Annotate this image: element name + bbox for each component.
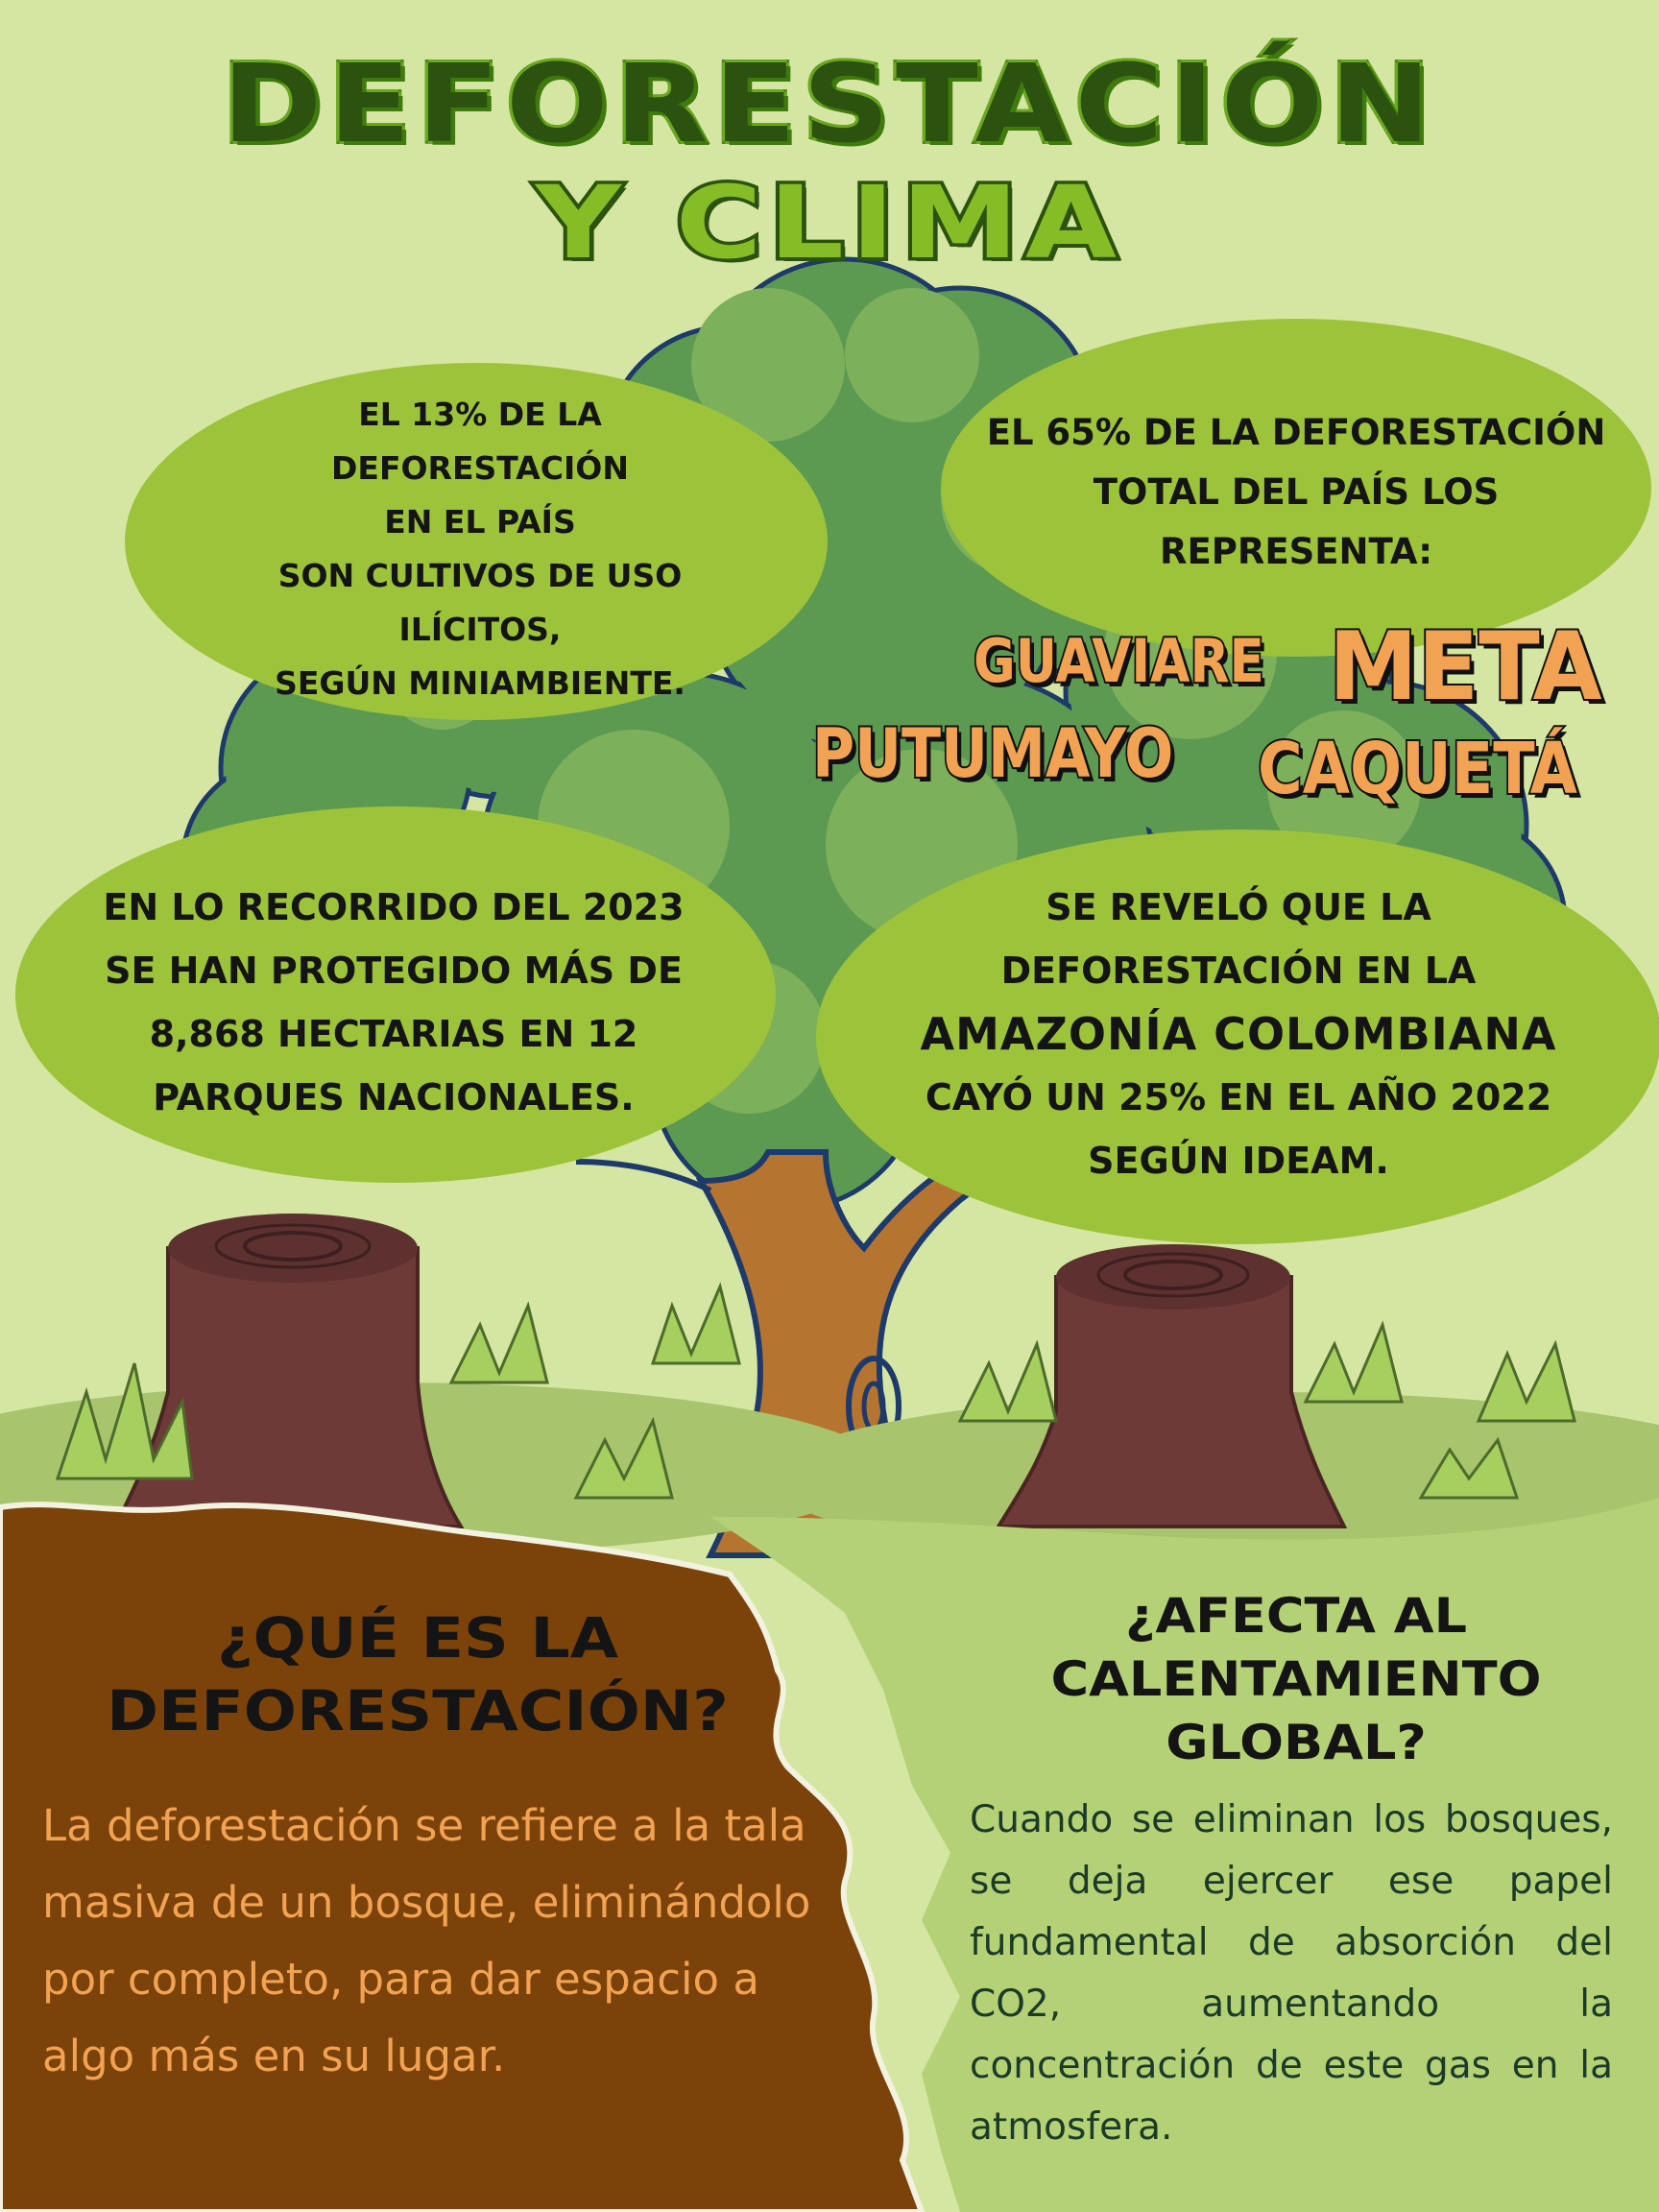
heading-line: ¿AFECTA AL	[1125, 1588, 1467, 1644]
global-warming-paragraph: Cuando se eliminan los bosques, se deja ejercer ese papel fundamental de absorción del CO2, aumentando la concentración de este gas en la atmosfera.	[970, 1798, 1613, 2149]
bubble-line: SEGÚN IDEAM.	[1088, 1140, 1389, 1182]
heading-global-warming	[933, 1584, 1659, 1774]
bubble-line: EL 65% DE LA DEFORESTACIÓN	[986, 412, 1606, 453]
bubble-line: REPRESENTA:	[1159, 531, 1433, 572]
bubble-top-right-text	[950, 403, 1642, 582]
bubble-line: 8,868 HECTARIAS EN 12	[149, 1013, 638, 1055]
bubble-line: EL 13% DE LA	[358, 396, 602, 433]
heading-line: ¿QUÉ ES LA	[216, 1605, 619, 1671]
heading-line: DEFORESTACIÓN?	[107, 1678, 729, 1743]
bubble-line: SE REVELÓ QUE LA	[1046, 886, 1431, 928]
region-meta: META	[1329, 613, 1602, 722]
bubble-top-left-text	[173, 388, 787, 710]
heading-line: GLOBAL?	[1166, 1715, 1427, 1770]
bubble-line: EN EL PAÍS	[384, 503, 576, 541]
definition-paragraph: La deforestación se refiere a la tala masiva de un bosque, eliminándolo por completo, para dar espacio a algo más en su lugar.	[42, 1800, 811, 2081]
bubble-line: ILÍCITOS,	[398, 611, 562, 648]
heading-line: CALENTAMIENTO	[1050, 1651, 1542, 1707]
bubble-line: PARQUES NACIONALES.	[153, 1076, 635, 1118]
title-line-2: Y CLIMA	[535, 164, 1124, 281]
bubble-line-emphasis: AMAZONÍA COLOMBIANA	[920, 1008, 1557, 1060]
bubble-line: SEGÚN MINIAMBIENTE.	[275, 664, 685, 702]
bubble-line: SE HAN PROTEGIDO MÁS DE	[105, 950, 683, 992]
title-line-1: DEFORESTACIÓN	[222, 42, 1437, 167]
bubble-bottom-right-text	[835, 876, 1642, 1192]
region-caqueta: CAQUETÁ	[1258, 728, 1577, 810]
bubble-line: DEFORESTACIÓN EN LA	[1000, 950, 1477, 992]
region-putumayo: PUTUMAYO	[812, 714, 1174, 793]
bubble-line: CAYÓ UN 25% EN EL AÑO 2022	[925, 1076, 1552, 1118]
bubble-line: EN LO RECORRIDO DEL 2023	[103, 886, 685, 928]
bubble-line: TOTAL DEL PAÍS LOS	[1093, 471, 1500, 513]
bubble-line: SON CULTIVOS DE USO	[277, 557, 683, 594]
heading-what-is-deforestation	[0, 1601, 864, 1747]
region-guaviare: GUAVIARE	[974, 626, 1264, 696]
bubble-bottom-left-text	[67, 876, 720, 1129]
bubble-line: DEFORESTACIÓN	[331, 449, 629, 487]
